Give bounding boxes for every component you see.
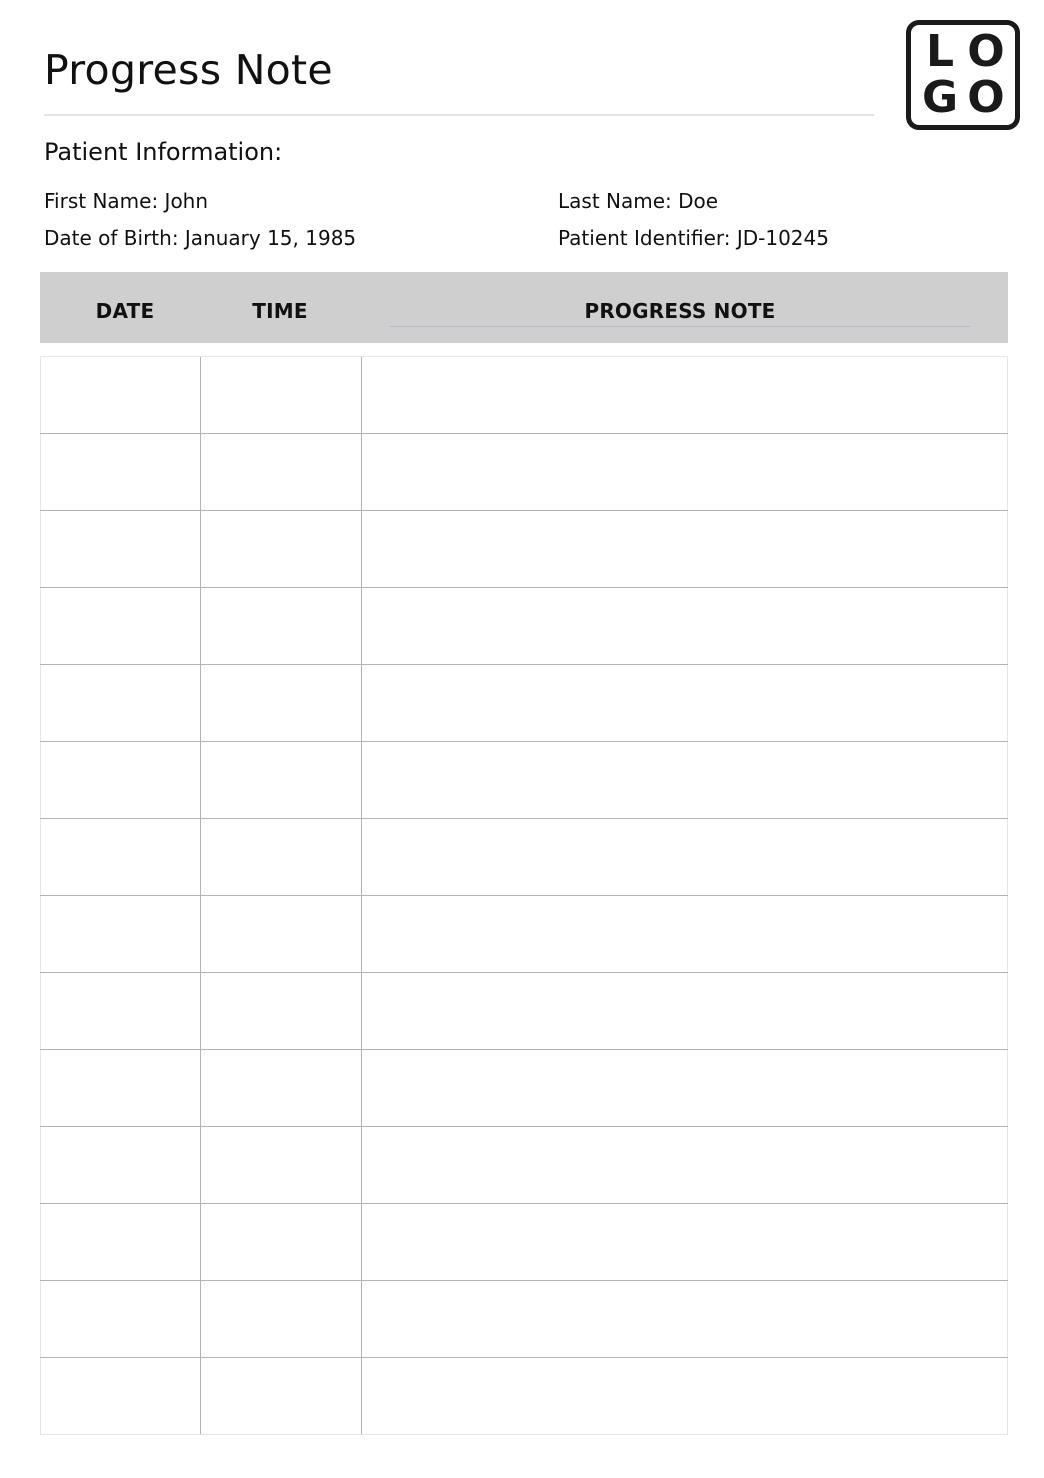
progress-note-cell[interactable]: [362, 973, 1008, 1049]
progress-note-cell[interactable]: [362, 357, 1008, 433]
column-header-date: DATE: [95, 299, 155, 323]
date-cell[interactable]: [40, 1281, 201, 1357]
logo-letter: G: [921, 72, 959, 123]
time-cell[interactable]: [201, 973, 362, 1049]
table-row: [40, 819, 1008, 896]
progress-note-cell[interactable]: [362, 665, 1008, 741]
time-cell[interactable]: [201, 1281, 362, 1357]
progress-note-cell[interactable]: [362, 1358, 1008, 1434]
date-cell[interactable]: [40, 434, 201, 510]
progress-note-cell[interactable]: [362, 896, 1008, 972]
date-cell[interactable]: [40, 742, 201, 818]
table-header: [40, 272, 1008, 343]
date-cell[interactable]: [40, 819, 201, 895]
page-title: Progress Note: [44, 46, 333, 94]
progress-note-cell[interactable]: [362, 819, 1008, 895]
logo: [906, 20, 1020, 130]
date-cell[interactable]: [40, 588, 201, 664]
table-row: [40, 896, 1008, 973]
table-row: [40, 665, 1008, 742]
logo-letter: L: [925, 26, 955, 77]
date-cell[interactable]: [40, 1127, 201, 1203]
time-cell[interactable]: [201, 588, 362, 664]
progress-note-cell[interactable]: [362, 434, 1008, 510]
progress-note-cell[interactable]: [362, 588, 1008, 664]
header-underline: [390, 326, 970, 327]
date-of-birth-field: Date of Birth: January 15, 1985: [44, 226, 357, 250]
progress-note-cell[interactable]: [362, 1204, 1008, 1280]
time-cell[interactable]: [201, 1204, 362, 1280]
progress-note-cell[interactable]: [362, 1050, 1008, 1126]
date-cell[interactable]: [40, 973, 201, 1049]
column-header-time: TIME: [252, 299, 308, 323]
table-row: [40, 434, 1008, 511]
time-cell[interactable]: [201, 1358, 362, 1434]
progress-note-cell[interactable]: [362, 1281, 1008, 1357]
table-row: [40, 1204, 1008, 1281]
progress-note-cell[interactable]: [362, 742, 1008, 818]
first-name-field: First Name: John: [44, 189, 209, 213]
date-cell[interactable]: [40, 896, 201, 972]
time-cell[interactable]: [201, 434, 362, 510]
table-row: [40, 742, 1008, 819]
table-row: [40, 1127, 1008, 1204]
time-cell[interactable]: [201, 819, 362, 895]
time-cell[interactable]: [201, 742, 362, 818]
time-cell[interactable]: [201, 511, 362, 587]
date-cell[interactable]: [40, 1204, 201, 1280]
patient-info-heading: Patient Information:: [44, 138, 283, 166]
time-cell[interactable]: [201, 896, 362, 972]
date-cell[interactable]: [40, 665, 201, 741]
table-row: [40, 511, 1008, 588]
table-row: [40, 1281, 1008, 1358]
table-row: [40, 1358, 1008, 1435]
table-row: [40, 588, 1008, 665]
progress-note-cell[interactable]: [362, 1127, 1008, 1203]
table-row: [40, 1050, 1008, 1127]
progress-note-cell[interactable]: [362, 511, 1008, 587]
date-cell[interactable]: [40, 511, 201, 587]
progress-note-table: [40, 356, 1008, 1435]
date-cell[interactable]: [40, 357, 201, 433]
title-divider: [44, 114, 874, 116]
column-header-progress-note: PROGRESS NOTE: [584, 299, 776, 323]
logo-letter: O: [967, 26, 1005, 77]
time-cell[interactable]: [201, 1050, 362, 1126]
patient-identifier-field: Patient Identifier: JD-10245: [558, 226, 829, 250]
time-cell[interactable]: [201, 1127, 362, 1203]
table-row: [40, 973, 1008, 1050]
table-row: [40, 357, 1008, 434]
date-cell[interactable]: [40, 1358, 201, 1434]
last-name-field: Last Name: Doe: [558, 189, 719, 213]
logo-letter: O: [967, 72, 1005, 123]
date-cell[interactable]: [40, 1050, 201, 1126]
time-cell[interactable]: [201, 357, 362, 433]
time-cell[interactable]: [201, 665, 362, 741]
